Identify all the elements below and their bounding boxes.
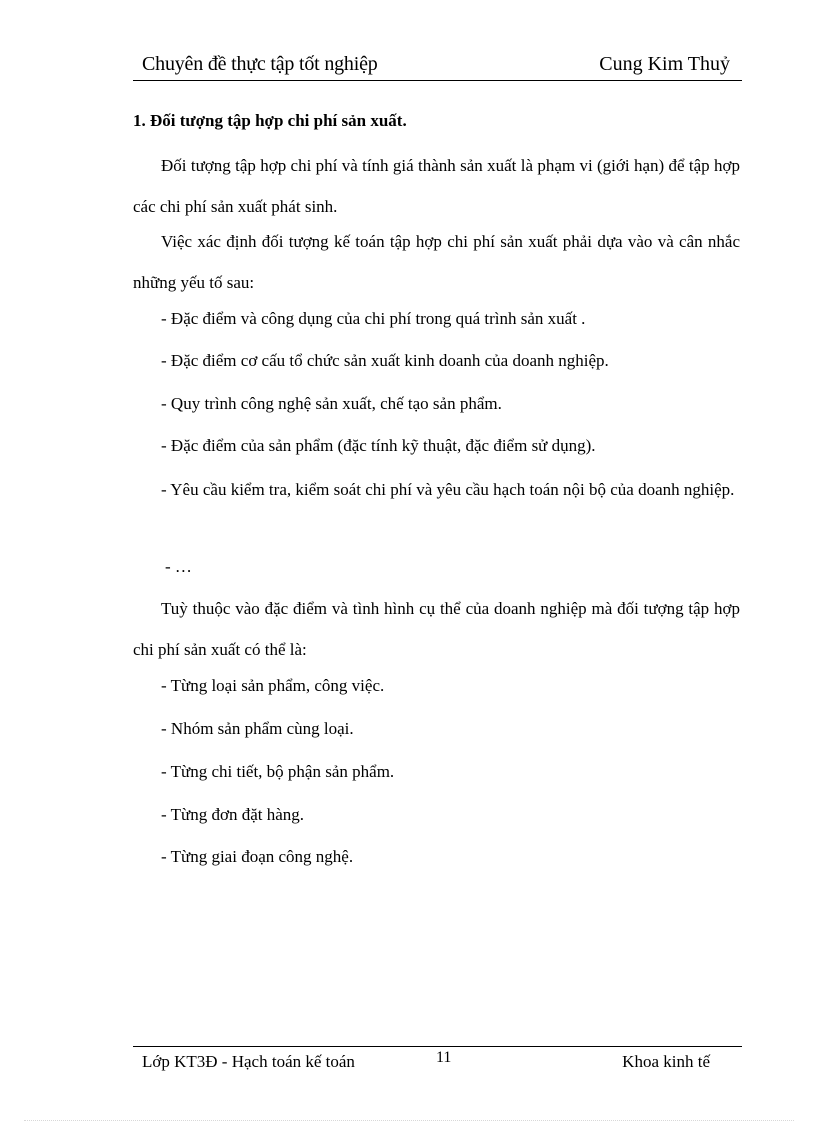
list-item-factor-2: - Đặc điểm cơ cấu tổ chức sản xuất kinh doanh của doanh nghiệp.	[161, 351, 609, 370]
paragraph-definition: Đối tượng tập hợp chi phí và tính giá thành sản xuất là phạm vi (giới hạn) để tập hợp các chi phí sản xuất phát sinh.	[133, 156, 740, 216]
list-item-object-1: - Từng loại sản phẩm, công việc.	[161, 676, 385, 695]
list-item-factor-4: - Đặc điểm của sản phẩm (đặc tính kỹ thuật, đặc điểm sử dụng).	[161, 436, 596, 455]
page-header	[133, 50, 742, 81]
list-item-ellipsis: - …	[165, 557, 192, 576]
list-item-object-3: - Từng chi tiết, bộ phận sản phẩm.	[161, 762, 395, 781]
page-number: 11	[436, 1049, 452, 1066]
list-item-object-2: - Nhóm sản phẩm cùng loại.	[161, 719, 354, 738]
paragraph-objects-intro: Tuỳ thuộc vào đặc điểm và tình hình cụ thể của doanh nghiệp mà đối tượng tập hợp chi phí sản xuất có thể là:	[133, 599, 740, 659]
page-bottom-edge	[24, 1120, 794, 1121]
list-item-object-4: - Từng đơn đặt hàng.	[161, 805, 305, 824]
section-heading: 1. Đối tượng tập hợp chi phí sản xuất.	[133, 111, 407, 130]
list-item-factor-1: - Đặc điểm và công dụng của chi phí trong quá trình sản xuất .	[161, 309, 586, 328]
footer-class: Lớp KT3Đ - Hạch toán kế toán	[142, 1052, 355, 1071]
header-title: Chuyên đề thực tập tốt nghiệp	[142, 53, 378, 75]
list-item-factor-5: - Yêu cầu kiểm tra, kiểm soát chi phí và yêu cầu hạch toán nội bộ của doanh nghiệp.	[161, 480, 735, 499]
footer-faculty: Khoa kinh tế	[622, 1052, 710, 1071]
list-item-factor-3: - Quy trình công nghệ sản xuất, chế tạo sản phẩm.	[161, 394, 502, 413]
list-item-object-5: - Từng giai đoạn công nghệ.	[161, 847, 354, 866]
header-author: Cung Kim Thuỷ	[599, 53, 730, 75]
paragraph-criteria-intro: Việc xác định đối tượng kế toán tập hợp chi phí sản xuất phải dựa vào và cân nhắc những yếu tố sau:	[133, 232, 740, 292]
page-footer	[133, 1046, 742, 1077]
